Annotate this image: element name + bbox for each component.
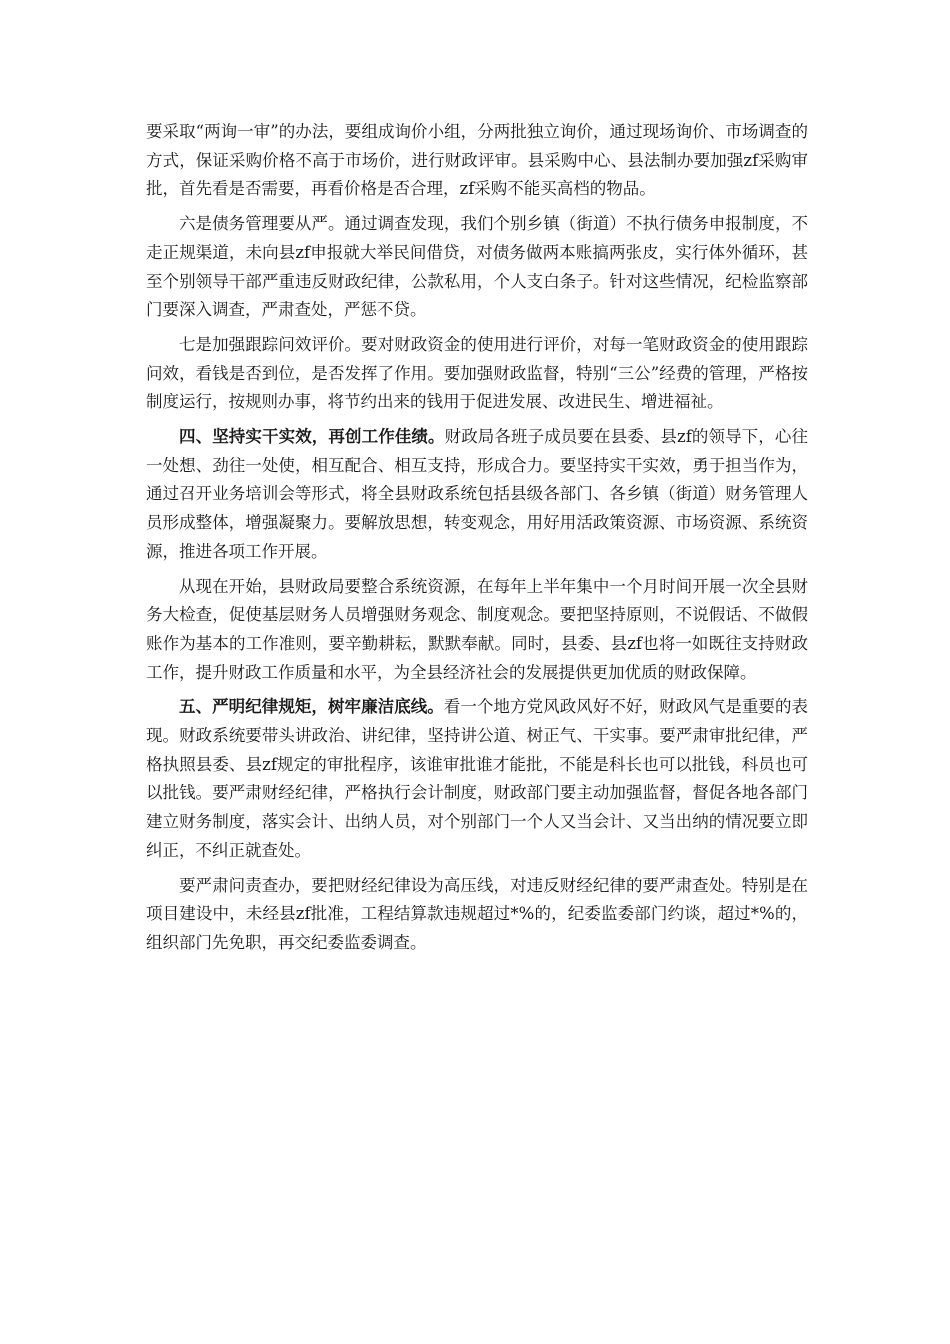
paragraph-accountability: [146, 872, 808, 958]
paragraph-text: 从现在开始，县财政局要整合系统资源，在每年上半年集中一个月时间开展一次全县财务大检查，促使基层财务人员增强财务观念、制度观念。要把坚持原则，不说假话、不做假账作为基本的工作准则，要辛勤耕耘，默默奉献。同时，县委、县zf也将一如既往支持财政工作，提升财政工作质量和水平，为全县经济社会的发展提供更加优质的财政保障。: [146, 576, 808, 682]
paragraph-text: 六是债务管理要从严。通过调查发现，我们个别乡镇（街道）不执行债务申报制度，不走正规渠道，未向县zf申报就大举民间借贷，对债务做两本账搞两张皮，实行体外循环，甚至个别领导干部严重违反财政纪律，公款私用，个人支白条子。针对这些情况，纪检监察部门要深入调查，严肃查处，严惩不贷。: [146, 214, 808, 320]
paragraph-section-four: [146, 423, 808, 567]
section-heading: 四、坚持实干实效，再创工作佳绩。: [179, 427, 445, 447]
paragraph-from-now-on: [146, 573, 808, 688]
section-heading: 五、严明纪律规矩，树牢廉洁底线。: [179, 697, 444, 717]
paragraph-section-five: [146, 693, 808, 865]
paragraph-tracking-evaluation: [146, 331, 808, 417]
paragraph-debt-management: [146, 210, 808, 325]
paragraph-text: 看一个地方党风政风好不好，财政风气是重要的表现。财政系统要带头讲政治、讲纪律，坚持讲公道、树正气、干实事。要严肃审批纪律，严格执照县委、县zf规定的审批程序，该谁审批谁才能批，不能是科长也可以批钱，科员也可以批钱。要严肃财经纪律，严格执行会计制度，财政部门要主动加强监督，督促各地各部门建立财务制度，落实会计、出纳人员，对个别部门一个人又当会计、又当出纳的情况要立即纠正，不纠正就查处。: [146, 697, 809, 860]
paragraph-text: 要严肃问责查办，要把财经纪律设为高压线，对违反财经纪律的要严肃查处。特别是在项目建设中，未经县zf批准，工程结算款违规超过*%的，纪委监委部门约谈，超过*%的，组织部门先免职，再交纪委监委调查。: [146, 875, 808, 952]
paragraph-text: 七是加强跟踪问效评价。要对财政资金的使用进行评价，对每一笔财政资金的使用跟踪问效，看钱是否到位，是否发挥了作用。要加强财政监督，特别“三公”经费的管理，严格按制度运行，按规则办事，将节约出来的钱用于促进发展、改进民生、增进福祉。: [146, 334, 808, 412]
document-body: [146, 118, 808, 964]
paragraph-procurement: [146, 118, 808, 204]
paragraph-text: 要采取“两询一审”的办法，要组成询价小组，分两批独立询价，通过现场询价、市场调查的方式，保证采购价格不高于市场价，进行财政评审。县采购中心、县法制办要加强zf采购审批，首先看是否需要，再看价格是否合理，zf采购不能买高档的物品。: [146, 122, 808, 199]
paragraph-text: 财政局各班子成员要在县委、县zf的领导下，心往一处想、劲往一处使，相互配合、相互支持，形成合力。要坚持实干实效，勇于担当作为，通过召开业务培训会等形式，将全县财政系统包括县级各部门、各乡镇（街道）财务管理人员形成整体，增强凝聚力。要解放思想，转变观念，用好用活政策资源、市场资源、系统资源，推进各项工作开展。: [146, 427, 809, 561]
